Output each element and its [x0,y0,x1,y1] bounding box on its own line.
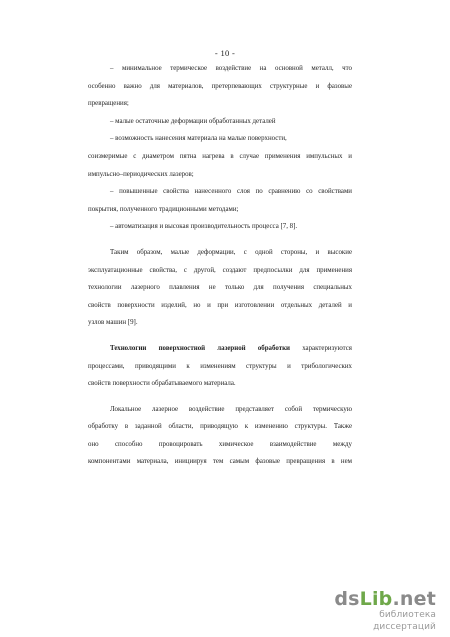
text-line: – малые остаточные деформации обработанных деталей [110,117,276,125]
paragraph-gap [88,393,352,401]
text-line: превращения; [88,100,129,108]
logo-net: .net [392,588,436,610]
logo-lib: Lib [359,588,393,610]
text-line: особенно важно для материалов, претерпевающих структурные и фазовые [88,82,352,90]
text-line: – автоматизация и высокая производительность процесса [7, 8]. [110,223,298,231]
text-line: – повышенные свойства нанесенного слоя по сравнению со свойствами [110,188,352,196]
body-paragraph [88,244,352,332]
text-line: процессами, приводящими к изменениям структуры и трибологических [88,362,352,370]
lead-rest: характеризуются [290,344,352,352]
logo-ds: ds [334,588,360,610]
bullet-paragraph [88,183,352,218]
bullet-paragraph [88,130,352,183]
text-line: оно способно провоцировать химическое взаимодействие между [88,440,352,448]
text-line: Таким образом, малые деформации, с одной стороны, и высокие [110,248,352,256]
text-line: технологии лазерного плавления не только для получения специальных [88,284,352,292]
text-line: свойств поверхности изделий, но и при изготовлении отдельных деталей и [88,301,352,309]
text-line: соизмеримые с диаметром пятна нагрева в случае применения импульсных и [88,152,352,160]
bullet-paragraph [88,218,352,236]
text-line: компонентами материала, инициируя тем самым фазовые превращения в нем [88,458,352,466]
text-line: покрытия, полученного традиционными методами; [88,205,239,213]
text-line: эксплуатационные свойства, с другой, создают предпосылки для применения [88,266,352,274]
text-line: Локальное лазерное воздействие представляет собой термическую [110,405,352,413]
text-line: узлов машин [9]. [88,319,138,327]
dslib-logo [326,589,436,609]
body-paragraph [88,401,352,471]
paragraph-gap [88,236,352,244]
paragraph-gap [88,332,352,340]
text-line: – минимальное термическое воздействие на основной металл, что [110,65,352,72]
logo-tagline: библиотека диссертаций [373,610,436,632]
body-paragraph [88,340,352,393]
text-line: импульсно–периодических лазеров; [88,170,194,178]
dslib-watermark [326,588,436,632]
bullet-paragraph [88,60,352,113]
text-line: обработку в заданной области, приводящую к изменению структуры. Также [88,423,352,431]
text-line [88,340,352,358]
body-text [88,60,352,471]
text-line: – возможность нанесения материала на малые поверхности, [110,135,287,143]
bullet-paragraph [88,113,352,131]
bold-term: Технологии поверхностной лазерной обработки [110,344,291,352]
text-line: свойств поверхности обрабатываемого материала. [88,380,236,388]
page-number: - 10 - [214,48,236,58]
